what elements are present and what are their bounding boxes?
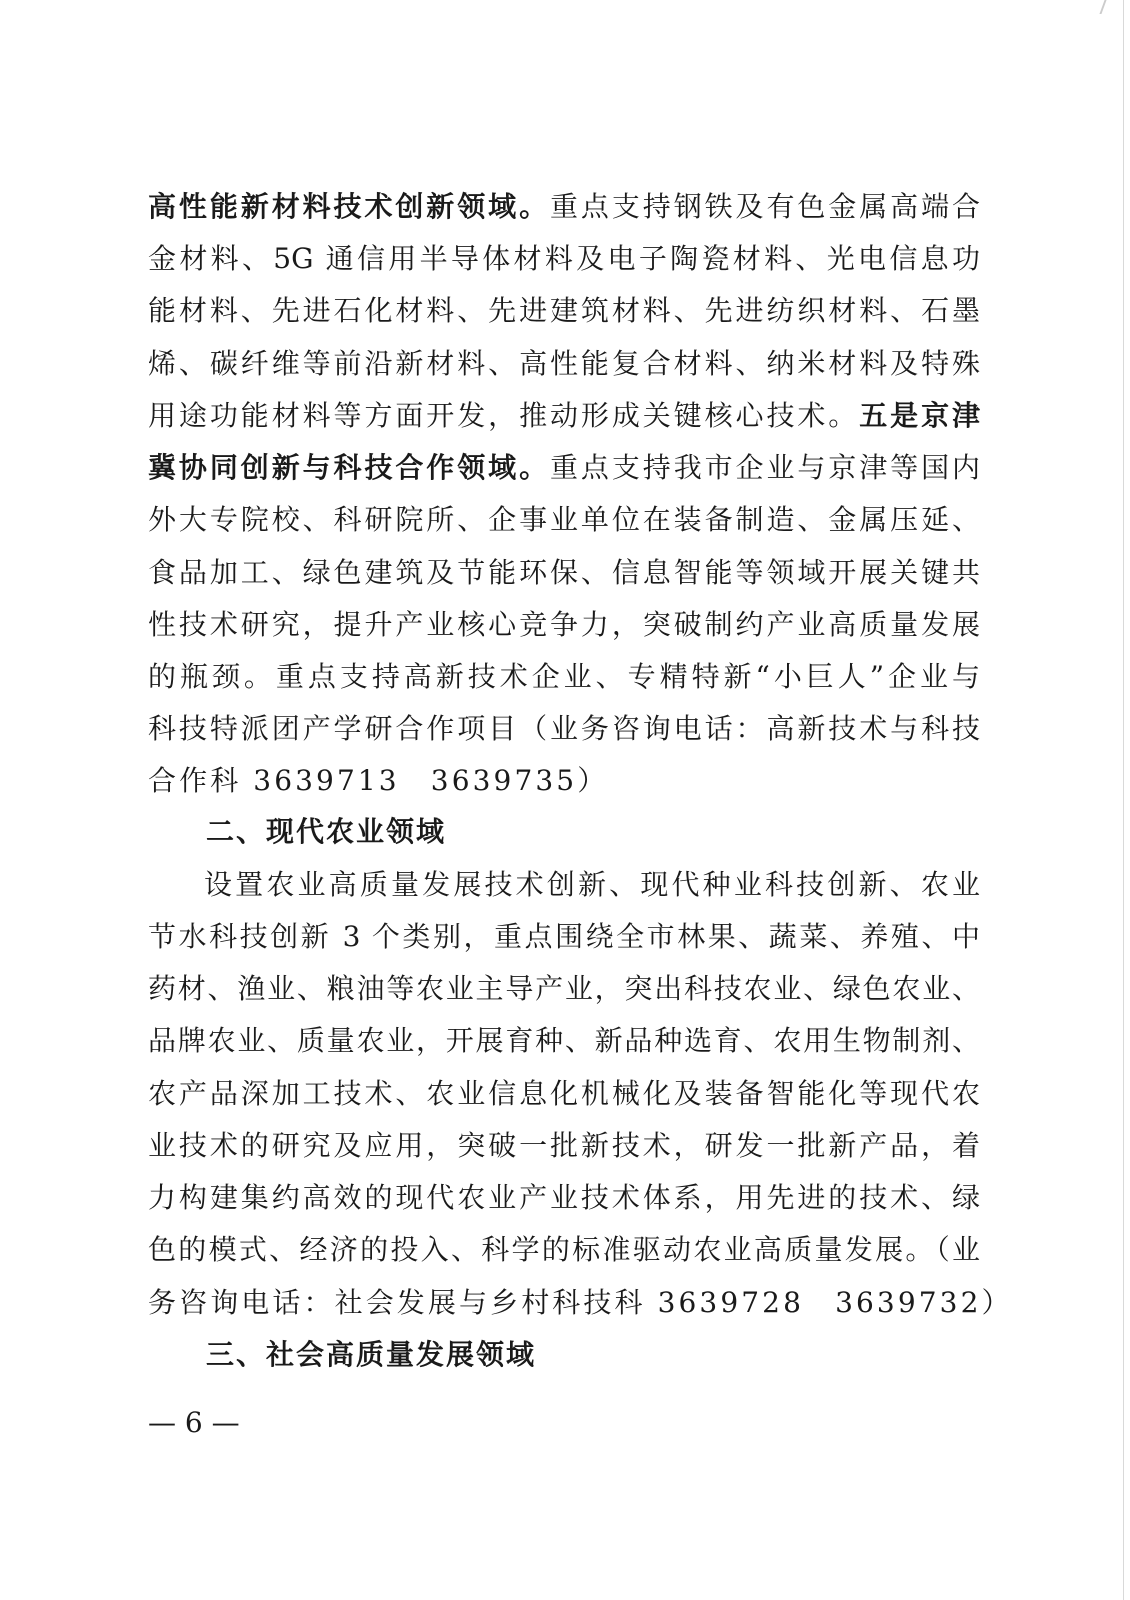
paragraph-line: 科技特派团产学研合作项目（业务咨询电话：高新技术与科技 <box>148 712 980 745</box>
paragraph-line: 外大专院校、科研院所、企事业单位在装备制造、金属压延、 <box>148 503 980 536</box>
paragraph-line: 节水科技创新 3 个类别，重点围绕全市林果、蔬菜、养殖、中 <box>148 920 980 953</box>
paragraph-line: 农产品深加工技术、农业信息化机械化及装备智能化等现代农 <box>148 1077 980 1110</box>
scan-edge-line <box>1123 0 1124 1600</box>
page-number: — 6 — <box>148 1406 240 1439</box>
paragraph-line: 药材、渔业、粮油等农业主导产业，突出科技农业、绿色农业、 <box>148 972 980 1005</box>
paragraph-line <box>148 187 980 227</box>
text-run: 用途功能材料等方面开发，推动形成关键核心技术。 <box>148 399 860 432</box>
paragraph-line: 的瓶颈。重点支持高新技术企业、专精特新“小巨人”企业与 <box>148 660 980 693</box>
section-heading: 二、现代农业领域 <box>206 815 447 848</box>
paragraph-line <box>148 396 980 436</box>
paragraph-line: 性技术研究，提升产业核心竞争力，突破制约产业高质量发展 <box>148 608 980 641</box>
paragraph-line <box>148 448 980 488</box>
bold-lead: 冀协同创新与科技合作领域。 <box>148 451 550 484</box>
text-run: 重点支持钢铁及有色金属高端合 <box>550 190 980 223</box>
paragraph-line: 能材料、先进石化材料、先进建筑材料、先进纺织材料、石墨 <box>148 294 980 327</box>
paragraph-line: 力构建集约高效的现代农业产业技术体系，用先进的技术、绿 <box>148 1181 980 1214</box>
paragraph-line: 品牌农业、质量农业，开展育种、新品种选育、农用生物制剂、 <box>148 1024 980 1057</box>
scan-edge-mark <box>1099 0 1130 14</box>
paragraph-line: 务咨询电话：社会发展与乡村科技科 3639728 3639732） <box>148 1286 1013 1319</box>
paragraph-line: 设置农业高质量发展技术创新、现代种业科技创新、农业 <box>204 868 980 901</box>
paragraph-line: 食品加工、绿色建筑及节能环保、信息智能等领域开展关键共 <box>148 556 980 589</box>
paragraph-line: 色的模式、经济的投入、科学的标准驱动农业高质量发展。（业 <box>148 1233 980 1266</box>
section-heading: 三、社会高质量发展领域 <box>206 1338 537 1371</box>
paragraph-line: 业技术的研究及应用，突破一批新技术，研发一批新产品，着 <box>148 1129 980 1162</box>
text-run: 重点支持我市企业与京津等国内 <box>550 451 980 484</box>
bold-lead: 五是京津 <box>859 399 980 432</box>
paragraph-line: 烯、碳纤维等前沿新材料、高性能复合材料、纳米材料及特殊 <box>148 347 980 380</box>
paragraph-line: 金材料、5G 通信用半导体材料及电子陶瓷材料、光电信息功 <box>148 242 980 275</box>
paragraph-line: 合作科 3639713 3639735） <box>148 764 609 797</box>
bold-lead: 高性能新材料技术创新领域。 <box>148 190 550 223</box>
